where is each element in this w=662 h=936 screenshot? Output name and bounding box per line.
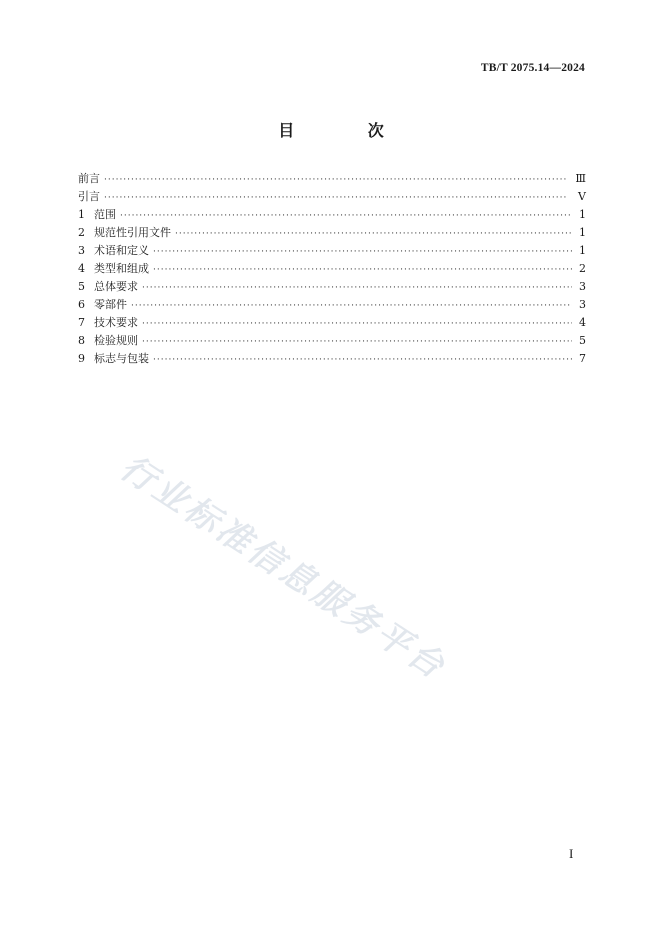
toc-entry-page: 5 xyxy=(579,334,586,347)
toc-entry-label: 技术要求 xyxy=(94,316,138,329)
toc-entry-types-composition[interactable] xyxy=(78,260,586,278)
toc-entry-components[interactable] xyxy=(78,296,586,314)
toc-entry-marking-packaging[interactable] xyxy=(78,350,586,368)
toc-entry-page: 3 xyxy=(579,280,586,293)
dot-leader xyxy=(142,333,572,351)
toc-entry-number: 3 xyxy=(78,244,85,257)
toc-entry-number: 5 xyxy=(78,280,85,293)
toc-entry-number: 4 xyxy=(78,262,85,275)
toc-entry-page: 7 xyxy=(579,352,586,365)
dot-leader xyxy=(120,207,572,225)
toc-entry-number: 7 xyxy=(78,316,85,329)
dot-leader xyxy=(153,351,572,369)
toc-entry-scope[interactable] xyxy=(78,206,586,224)
toc-title: 目 次 xyxy=(278,121,418,140)
toc-entry-page: Ⅴ xyxy=(578,190,586,203)
toc-entry-terms-definitions[interactable] xyxy=(78,242,586,260)
toc-entry-page: 4 xyxy=(579,316,586,329)
dot-leader xyxy=(175,225,572,243)
toc-entry-page: 1 xyxy=(579,244,586,257)
toc-entry-general-requirements[interactable] xyxy=(78,278,586,296)
dot-leader xyxy=(142,279,572,297)
toc-entry-page: 1 xyxy=(579,208,586,221)
toc-entry-label: 前言 xyxy=(78,172,100,185)
dot-leader xyxy=(131,297,572,315)
toc-entry-label: 检验规则 xyxy=(94,334,138,347)
toc-entry-normative-references[interactable] xyxy=(78,224,586,242)
dot-leader xyxy=(153,243,572,261)
toc-entry-inspection-rules[interactable] xyxy=(78,332,586,350)
toc-entry-label: 规范性引用文件 xyxy=(94,226,171,239)
dot-leader xyxy=(104,171,571,189)
toc-entry-page: Ⅲ xyxy=(575,172,586,185)
table-of-contents xyxy=(78,170,586,368)
toc-entry-technical-requirements[interactable] xyxy=(78,314,586,332)
toc-entry-page: 3 xyxy=(579,298,586,311)
toc-entry-foreword[interactable] xyxy=(78,170,586,188)
document-code: TB/T 2075.14—2024 xyxy=(480,62,585,74)
dot-leader xyxy=(104,189,572,207)
toc-entry-label: 范围 xyxy=(94,208,116,221)
toc-entry-page: 2 xyxy=(579,262,586,275)
toc-entry-label: 术语和定义 xyxy=(94,244,149,257)
toc-entry-number: 6 xyxy=(78,298,85,311)
dot-leader xyxy=(153,261,572,279)
toc-entry-introduction[interactable] xyxy=(78,188,586,206)
toc-entry-number: 8 xyxy=(78,334,85,347)
toc-entry-number: 1 xyxy=(78,208,85,221)
toc-entry-page: 1 xyxy=(579,226,586,239)
toc-entry-number: 9 xyxy=(78,352,85,365)
toc-entry-label: 引言 xyxy=(78,190,100,203)
toc-entry-label: 类型和组成 xyxy=(94,262,149,275)
toc-entry-label: 总体要求 xyxy=(94,280,138,293)
toc-entry-number: 2 xyxy=(78,226,85,239)
toc-entry-label: 标志与包装 xyxy=(94,352,149,365)
page-number: I xyxy=(569,846,574,861)
watermark: 行业标准信息服务平台 xyxy=(113,447,454,689)
dot-leader xyxy=(142,315,572,333)
toc-entry-label: 零部件 xyxy=(94,298,127,311)
